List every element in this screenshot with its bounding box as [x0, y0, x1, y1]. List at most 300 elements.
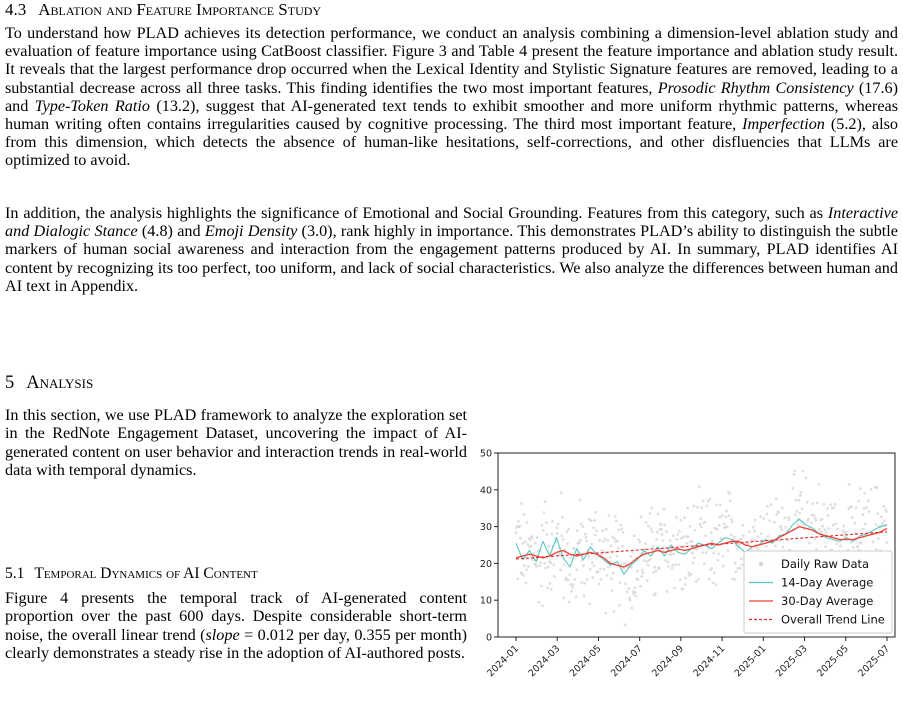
- raw-point: [886, 541, 889, 544]
- raw-point: [575, 568, 578, 571]
- raw-point: [540, 585, 543, 588]
- raw-point: [716, 528, 719, 531]
- raw-point: [570, 556, 573, 559]
- raw-point: [762, 517, 765, 520]
- section-title: Ablation and Feature Importance Study: [38, 0, 322, 19]
- raw-point: [612, 610, 615, 613]
- raw-point: [725, 516, 728, 519]
- raw-point: [641, 568, 644, 571]
- raw-point: [726, 525, 729, 528]
- raw-point: [573, 547, 576, 550]
- raw-point: [521, 542, 524, 545]
- raw-point: [769, 519, 772, 522]
- raw-point: [543, 562, 546, 565]
- legend-label: 30-Day Average: [781, 594, 874, 608]
- raw-point: [850, 505, 853, 508]
- raw-point: [646, 579, 649, 582]
- raw-point: [730, 518, 733, 521]
- raw-point: [538, 601, 541, 604]
- raw-point: [609, 556, 612, 559]
- paragraph-ablation: To understand how PLAD achieves its detection performance, we conduct an analysis combining a dimension-level ablation study and evaluation of feature importance using CatBoost classifier. Figure 3 and Table 4 present the feature importance and ablation study result. It reveals that the largest performance drop occurred when the Lexical Identity and Stylistic Signature features are removed, leading to a substantial decrease across all three tasks. This finding identifies the two most important features, Prosodic Rhythm Consistency (17.6) and Type-Token Ratio (13.2), suggest that AI-generated text tends to exhibit smoother and more uniform rhythmic patterns, whereas human writing often contains irregularities caused by cognitive processing. The third most important feature, Imperfection (5.2), also from this dimension, which detects the absence of human-like hesitations, self-corrections, and other disfluencies that LLMs are optimized to avoid.: [5, 24, 899, 170]
- raw-point: [671, 567, 674, 570]
- raw-point: [568, 601, 571, 604]
- raw-point: [633, 534, 636, 537]
- raw-point: [598, 539, 601, 542]
- raw-point: [861, 513, 864, 516]
- paragraph-temporal-dynamics: Figure 4 presents the temporal track of AI-generated content proportion over the past 600 days. Despite considerable short-term noise, the overall linear trend (slope = 0.012 per day, 0.355 per month) clearly demonstrates a steady rise in the adoption of AI-authored posts.: [5, 589, 467, 662]
- raw-point: [752, 526, 755, 529]
- raw-point: [721, 555, 724, 558]
- raw-point: [520, 502, 523, 505]
- raw-point: [538, 564, 541, 567]
- raw-point: [731, 520, 734, 523]
- raw-point: [585, 540, 588, 543]
- raw-point: [624, 582, 627, 585]
- raw-point: [562, 538, 565, 541]
- raw-point: [578, 541, 581, 544]
- raw-point: [865, 506, 868, 509]
- raw-point: [578, 498, 581, 501]
- raw-point: [666, 561, 669, 564]
- raw-point: [642, 559, 645, 562]
- raw-point: [734, 562, 737, 565]
- raw-point: [806, 501, 809, 504]
- raw-point: [864, 522, 867, 525]
- raw-point: [883, 519, 886, 522]
- raw-point: [695, 580, 698, 583]
- raw-point: [798, 499, 801, 502]
- raw-point: [582, 564, 585, 567]
- x-tick-label: 2025-03: [773, 643, 810, 680]
- raw-point: [799, 494, 802, 497]
- raw-point: [580, 523, 583, 526]
- raw-point: [536, 536, 539, 539]
- raw-point: [640, 575, 643, 578]
- raw-point: [725, 510, 728, 513]
- raw-point: [661, 539, 664, 542]
- raw-point: [621, 545, 624, 548]
- raw-point: [729, 499, 732, 502]
- raw-point: [754, 519, 757, 522]
- raw-point: [541, 604, 544, 607]
- raw-point: [663, 523, 666, 526]
- raw-point: [794, 513, 797, 516]
- raw-point: [694, 529, 697, 532]
- raw-point: [827, 527, 830, 530]
- raw-point: [616, 539, 619, 542]
- raw-point: [669, 539, 672, 542]
- x-tick-label: 2024-09: [650, 643, 687, 680]
- raw-point: [593, 519, 596, 522]
- raw-point: [839, 545, 842, 548]
- raw-point: [580, 581, 583, 584]
- raw-point: [704, 534, 707, 537]
- raw-point: [715, 583, 718, 586]
- raw-point: [705, 551, 708, 554]
- raw-point: [806, 520, 809, 523]
- raw-point: [518, 525, 521, 528]
- raw-point: [708, 578, 711, 581]
- raw-point: [863, 492, 866, 495]
- raw-point: [773, 521, 776, 524]
- raw-point: [529, 545, 532, 548]
- raw-point: [822, 503, 825, 506]
- raw-point: [826, 507, 829, 510]
- raw-point: [656, 512, 659, 515]
- raw-point: [793, 473, 796, 476]
- x-tick-label: 2025-07: [856, 643, 893, 680]
- raw-point: [684, 577, 687, 580]
- raw-point: [696, 506, 699, 509]
- raw-point: [639, 585, 642, 588]
- raw-point: [594, 533, 597, 536]
- raw-point: [723, 523, 726, 526]
- raw-point: [516, 577, 519, 580]
- raw-point: [620, 563, 623, 566]
- raw-point: [600, 553, 603, 556]
- raw-point: [637, 578, 640, 581]
- raw-point: [517, 520, 520, 523]
- subsection-heading: [5, 565, 258, 583]
- raw-point: [611, 589, 614, 592]
- raw-point: [529, 539, 532, 542]
- y-tick-label: 20: [479, 558, 492, 570]
- raw-point: [524, 540, 527, 543]
- raw-point: [555, 526, 558, 529]
- raw-point: [621, 528, 624, 531]
- raw-point: [765, 513, 768, 516]
- raw-point: [687, 535, 690, 538]
- raw-point: [661, 533, 664, 536]
- raw-point: [697, 578, 700, 581]
- raw-point: [598, 583, 601, 586]
- raw-point: [660, 528, 663, 531]
- raw-point: [739, 538, 742, 541]
- raw-point: [875, 548, 878, 551]
- raw-point: [804, 477, 807, 480]
- y-tick-label: 0: [485, 632, 492, 644]
- raw-point: [591, 561, 594, 564]
- raw-point: [652, 571, 655, 574]
- x-tick-label: 2024-07: [608, 643, 645, 680]
- raw-point: [604, 612, 607, 615]
- raw-point: [765, 545, 768, 548]
- raw-point: [717, 552, 720, 555]
- raw-point: [756, 547, 759, 550]
- raw-point: [857, 500, 860, 503]
- raw-point: [876, 512, 879, 515]
- raw-point: [836, 528, 839, 531]
- raw-point: [676, 538, 679, 541]
- raw-point: [585, 536, 588, 539]
- raw-point: [612, 572, 615, 575]
- raw-point: [640, 515, 643, 518]
- raw-point: [766, 505, 769, 508]
- raw-point: [719, 504, 722, 507]
- raw-point: [834, 503, 837, 506]
- raw-point: [692, 562, 695, 565]
- raw-point: [881, 522, 884, 525]
- raw-point: [576, 529, 579, 532]
- raw-point: [588, 602, 591, 605]
- raw-point: [808, 542, 811, 545]
- raw-point: [544, 500, 547, 503]
- raw-point: [618, 604, 621, 607]
- raw-point: [592, 526, 595, 529]
- temporal-trend-chart: [470, 445, 900, 702]
- raw-point: [637, 538, 640, 541]
- raw-point: [741, 563, 744, 566]
- raw-point: [603, 568, 606, 571]
- raw-point: [848, 483, 851, 486]
- raw-point: [589, 568, 592, 571]
- raw-point: [783, 516, 786, 519]
- raw-point: [876, 486, 879, 489]
- raw-point: [726, 549, 729, 552]
- raw-point: [559, 568, 562, 571]
- raw-point: [593, 564, 596, 567]
- raw-point: [546, 587, 549, 590]
- raw-point: [653, 566, 656, 569]
- raw-point: [832, 524, 835, 527]
- raw-point: [736, 548, 739, 551]
- raw-point: [647, 564, 650, 567]
- raw-point: [704, 521, 707, 524]
- raw-point: [738, 543, 741, 546]
- raw-point: [586, 578, 589, 581]
- raw-point: [531, 537, 534, 540]
- raw-point: [649, 558, 652, 561]
- raw-point: [770, 503, 773, 506]
- raw-point: [699, 517, 702, 520]
- raw-point: [795, 499, 798, 502]
- raw-point: [817, 483, 820, 486]
- x-tick-label: 2024-01: [485, 643, 522, 680]
- x-tick-label: 2024-03: [526, 643, 563, 680]
- raw-point: [736, 567, 739, 570]
- raw-point: [710, 531, 713, 534]
- raw-point: [666, 590, 669, 593]
- raw-point: [629, 599, 632, 602]
- raw-point: [711, 539, 714, 542]
- raw-point: [715, 503, 718, 506]
- raw-point: [647, 525, 650, 528]
- raw-point: [700, 506, 703, 509]
- raw-point: [801, 470, 804, 473]
- raw-point: [635, 595, 638, 598]
- y-tick-label: 40: [479, 485, 492, 497]
- section-number: 5: [5, 373, 15, 393]
- raw-point: [824, 545, 827, 548]
- raw-point: [690, 573, 693, 576]
- raw-point: [712, 581, 715, 584]
- raw-point: [672, 534, 675, 537]
- raw-point: [622, 567, 625, 570]
- raw-point: [539, 562, 542, 565]
- raw-point: [784, 526, 787, 529]
- raw-point: [757, 535, 760, 538]
- paragraph-analysis-intro: In this section, we use PLAD framework to analyze the exploration set in the RedNote Engagement Dataset, uncovering the impact of AI-generated content on user behavior and interaction trends in real-world data with temporal dynamics.: [5, 406, 467, 479]
- raw-point: [602, 540, 605, 543]
- legend-label: 14-Day Average: [781, 575, 874, 590]
- raw-point: [570, 590, 573, 593]
- raw-point: [629, 555, 632, 558]
- raw-point: [782, 546, 785, 549]
- raw-point: [534, 542, 537, 545]
- raw-point: [650, 527, 653, 530]
- raw-point: [567, 579, 570, 582]
- raw-point: [562, 596, 565, 599]
- raw-point: [610, 577, 613, 580]
- raw-point: [549, 562, 552, 565]
- raw-point: [863, 507, 866, 510]
- raw-point: [617, 547, 620, 550]
- raw-point: [617, 528, 620, 531]
- chart-legend: [744, 551, 892, 633]
- raw-point: [677, 563, 680, 566]
- raw-point: [606, 574, 609, 577]
- raw-point: [644, 542, 647, 545]
- raw-point: [721, 514, 724, 517]
- paragraph-emotional-grounding: In addition, the analysis highlights the significance of Emotional and Social Grounding. Features from this category, such as Interactive and Dialogic Stance (4.8) and Emoji Density (3.0), rank highly in importance. This demonstrates PLAD’s ability to distinguish the subtle markers of human social awareness and interaction from the engagement patterns produced by AI. In summary, PLAD identifies AI content by recognizing its too perfect, too uniform, and lack of social characteristics. We also analyze the differences between human and AI text in Appendix.: [5, 204, 898, 295]
- raw-point: [872, 541, 875, 544]
- raw-point: [523, 513, 526, 516]
- raw-point: [775, 513, 778, 516]
- raw-point: [546, 533, 549, 536]
- raw-point: [619, 524, 622, 527]
- raw-point: [590, 519, 593, 522]
- raw-point: [814, 519, 817, 522]
- raw-point: [527, 565, 530, 568]
- raw-point: [547, 566, 550, 569]
- raw-point: [591, 576, 594, 579]
- raw-point: [515, 531, 518, 534]
- raw-point: [583, 595, 586, 598]
- raw-point: [587, 555, 590, 558]
- raw-point: [856, 545, 859, 548]
- raw-point: [877, 537, 880, 540]
- subsection-title: Temporal Dynamics of AI Content: [34, 565, 258, 582]
- raw-point: [660, 523, 663, 526]
- raw-point: [667, 565, 670, 568]
- raw-point: [654, 592, 657, 595]
- raw-point: [525, 568, 528, 571]
- raw-point: [829, 503, 832, 506]
- raw-point: [842, 525, 845, 528]
- y-tick-label: 30: [479, 522, 492, 534]
- raw-point: [760, 532, 763, 535]
- raw-point: [713, 571, 716, 574]
- raw-point: [686, 507, 689, 510]
- raw-point: [874, 523, 877, 526]
- section-number: 4.3: [5, 0, 27, 19]
- raw-point: [825, 531, 828, 534]
- x-tick-label: 2024-05: [567, 643, 604, 680]
- raw-point: [651, 545, 654, 548]
- raw-point: [541, 524, 544, 527]
- raw-point: [740, 557, 743, 560]
- raw-point: [733, 535, 736, 538]
- raw-point: [656, 531, 659, 534]
- raw-point: [676, 533, 679, 536]
- raw-point: [767, 535, 770, 538]
- raw-point: [700, 525, 703, 528]
- raw-point: [780, 525, 783, 528]
- raw-point: [788, 518, 791, 521]
- raw-point: [781, 506, 784, 509]
- raw-point: [753, 530, 756, 533]
- raw-point: [670, 553, 673, 556]
- raw-point: [698, 485, 701, 488]
- x-tick-label: 2025-01: [732, 643, 769, 680]
- raw-point: [673, 552, 676, 555]
- raw-point: [525, 581, 528, 584]
- raw-point: [800, 491, 803, 494]
- raw-point: [605, 528, 608, 531]
- raw-point: [663, 508, 666, 511]
- raw-point: [614, 515, 617, 518]
- raw-point: [813, 514, 816, 517]
- raw-point: [780, 528, 783, 531]
- raw-point: [816, 502, 819, 505]
- raw-point: [853, 522, 856, 525]
- raw-point: [869, 488, 872, 491]
- raw-point: [791, 487, 794, 490]
- raw-point: [601, 549, 604, 552]
- raw-point: [733, 578, 736, 581]
- raw-point: [679, 519, 682, 522]
- raw-point: [601, 529, 604, 532]
- raw-point: [535, 565, 538, 568]
- section-title: Analysis: [26, 373, 94, 393]
- raw-point: [571, 586, 574, 589]
- raw-point: [742, 534, 745, 537]
- raw-point: [686, 542, 689, 545]
- raw-point: [748, 530, 751, 533]
- raw-point: [579, 539, 582, 542]
- raw-point: [561, 516, 564, 519]
- raw-point: [632, 590, 635, 593]
- raw-point: [634, 586, 637, 589]
- raw-point: [862, 528, 865, 531]
- raw-point: [692, 505, 695, 508]
- raw-point: [607, 566, 610, 569]
- raw-point: [722, 565, 725, 568]
- raw-point: [581, 525, 584, 528]
- raw-point: [810, 521, 813, 524]
- raw-point: [710, 567, 713, 570]
- raw-point: [650, 507, 653, 510]
- raw-point: [851, 516, 854, 519]
- raw-point: [550, 588, 553, 591]
- raw-point: [702, 500, 705, 503]
- raw-point: [717, 559, 720, 562]
- raw-point: [683, 516, 686, 519]
- raw-point: [544, 567, 547, 570]
- raw-point: [638, 541, 641, 544]
- raw-point: [674, 563, 677, 566]
- raw-point: [658, 567, 661, 570]
- raw-point: [557, 523, 560, 526]
- raw-point: [824, 528, 827, 531]
- raw-point: [699, 523, 702, 526]
- raw-point: [645, 521, 648, 524]
- raw-point: [867, 499, 870, 502]
- raw-point: [616, 555, 619, 558]
- raw-point: [734, 570, 737, 573]
- raw-point: [664, 559, 667, 562]
- raw-point: [609, 544, 612, 547]
